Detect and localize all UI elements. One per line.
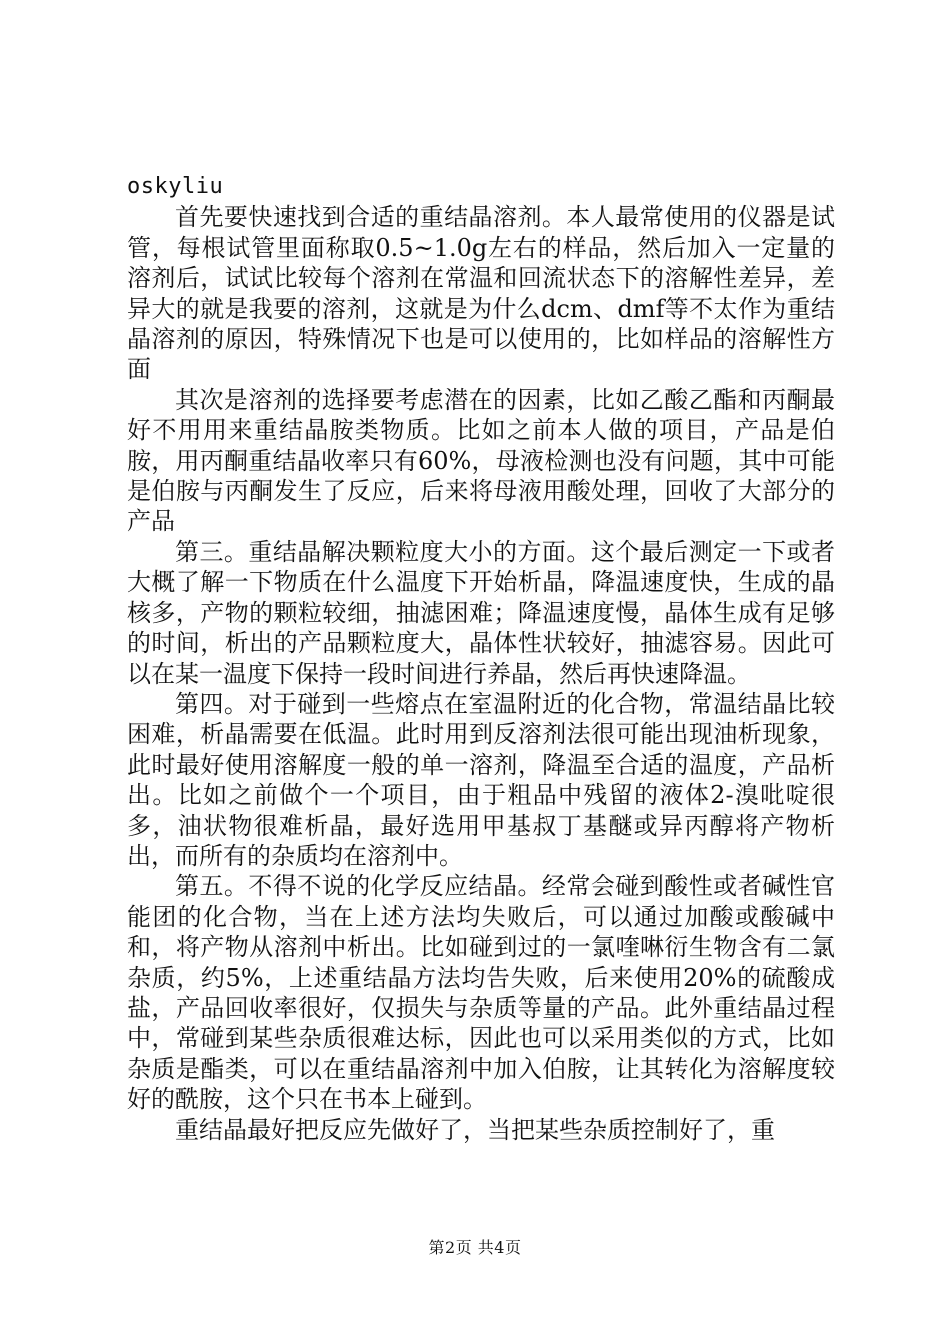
paragraph-5: 第五。不得不说的化学反应结晶。经常会碰到酸性或者碱性官能团的化合物，当在上述方法均失败后，可以通过加酸或酸碱中和，将产物从溶剂中析出。比如碰到过的一氯喹啉衍生物含有二氯杂质，约5%，上述重结晶方法均告失败，后来使用20%的硫酸成盐，产品回收率很好，仅损失与杂质等量的产品。此外重结晶过程中，常碰到某些杂质很难达标，因此也可以采用类似的方式，比如杂质是酯类，可以在重结晶溶剂中加入伯胺，让其转化为溶解度较好的酰胺，这个只在书本上碰到。 xyxy=(127,872,835,1114)
page-number-footer: 第2页 共4页 xyxy=(428,1238,522,1257)
document-body xyxy=(127,172,835,1145)
paragraph-3: 第三。重结晶解决颗粒度大小的方面。这个最后测定一下或者大概了解一下物质在什么温度下开始析晶，降温速度快，生成的晶核多，产物的颗粒较细，抽滤困难；降温速度慢，晶体生成有足够的时间，析出的产品颗粒度大，晶体性状较好，抽滤容易。因此可以在某一温度下保持一段时间进行养晶，然后再快速降温。 xyxy=(127,537,835,688)
author-name: oskyliu xyxy=(127,174,224,199)
paragraph-2: 其次是溶剂的选择要考虑潜在的因素，比如乙酸乙酯和丙酮最好不用用来重结晶胺类物质。比如之前本人做的项目，产品是伯胺，用丙酮重结晶收率只有60%，母液检测也没有问题，其中可能是伯胺与丙酮发生了反应，后来将母液用酸处理，回收了大部分的产品 xyxy=(127,385,835,536)
paragraph-4: 第四。对于碰到一些熔点在室温附近的化合物，常温结晶比较困难，析晶需要在低温。此时用到反溶剂法很可能出现油析现象，此时最好使用溶解度一般的单一溶剂，降温至合适的温度，产品析出。比如之前做个一个项目，由于粗品中残留的液体2-溴吡啶很多，油状物很难析晶，最好选用甲基叔丁基醚或异丙醇将产物析出，而所有的杂质均在溶剂中。 xyxy=(127,689,835,870)
paragraph-6: 重结晶最好把反应先做好了，当把某些杂质控制好了，重 xyxy=(175,1115,775,1144)
paragraph-1: 首先要快速找到合适的重结晶溶剂。本人最常使用的仪器是试管，每根试管里面称取0.5~1.0g左右的样品，然后加入一定量的溶剂后，试试比较每个溶剂在常温和回流状态下的溶解性差异，差异大的就是我要的溶剂，这就是为什么dcm、dmf等不太作为重结晶溶剂的原因，特殊情况下也是可以使用的，比如样品的溶解性方面 xyxy=(127,203,835,384)
